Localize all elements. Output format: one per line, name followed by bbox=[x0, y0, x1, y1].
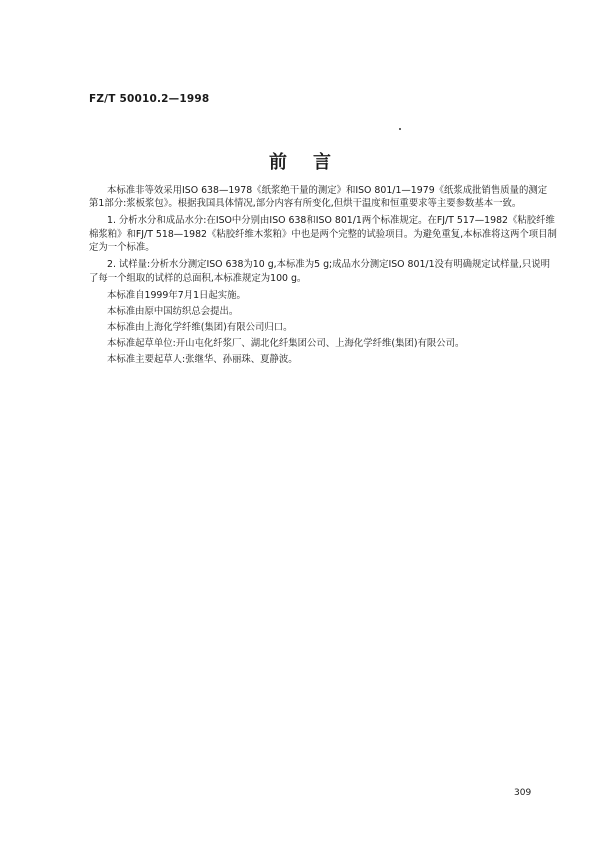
paragraph-drafters: 本标准主要起草人:张继华、孙丽珠、夏静波。 bbox=[107, 353, 298, 365]
stray-mark bbox=[399, 128, 401, 130]
page-title: 前言 bbox=[269, 152, 357, 173]
paragraph-proposed-by: 本标准由原中国纺织总会提出。 bbox=[107, 305, 239, 317]
paragraph-adoption: 本标准非等效采用ISO 638—1978《纸浆绝干量的测定》和ISO 801/1—1979《纸浆成批销售质量的测定 第1部分:浆板浆包》。根据我国具体情况,部分内容有所变化,但烘干温度和恒重要求等主要参数基本一致。 bbox=[89, 185, 557, 210]
foreword-body bbox=[89, 184, 559, 369]
standard-code: FZ/T 50010.2—1998 bbox=[89, 93, 210, 105]
paragraph-sample-size: 2. 试样量:分析水分测定ISO 638为10 g,本标准为5 g;成品水分测定ISO 801/1没有明确规定试样量,只说明了每一个组取的试样的总面积,本标准规定为100 g。 bbox=[89, 259, 551, 284]
paragraph-effective-date: 本标准自1999年7月1日起实施。 bbox=[107, 289, 246, 301]
paragraph-moisture: 1. 分析水分和成品水分:在ISO中分别由ISO 638和ISO 801/1两个标准规定。在FJ/T 517—1982《粘胶纤维棉浆粕》和FJ/T 518—1982《粘胶纤维木浆粕》中也是两个完整的试验项目。为避免重复,本标准将这两个项目制定为一个标准。 bbox=[89, 215, 557, 254]
page-number: 309 bbox=[514, 788, 532, 798]
paragraph-drafting-units: 本标准起草单位:开山屯化纤浆厂、湖北化纤集团公司、上海化学纤维(集团)有限公司。 bbox=[107, 337, 465, 349]
paragraph-administered-by: 本标准由上海化学纤维(集团)有限公司归口。 bbox=[107, 321, 293, 333]
